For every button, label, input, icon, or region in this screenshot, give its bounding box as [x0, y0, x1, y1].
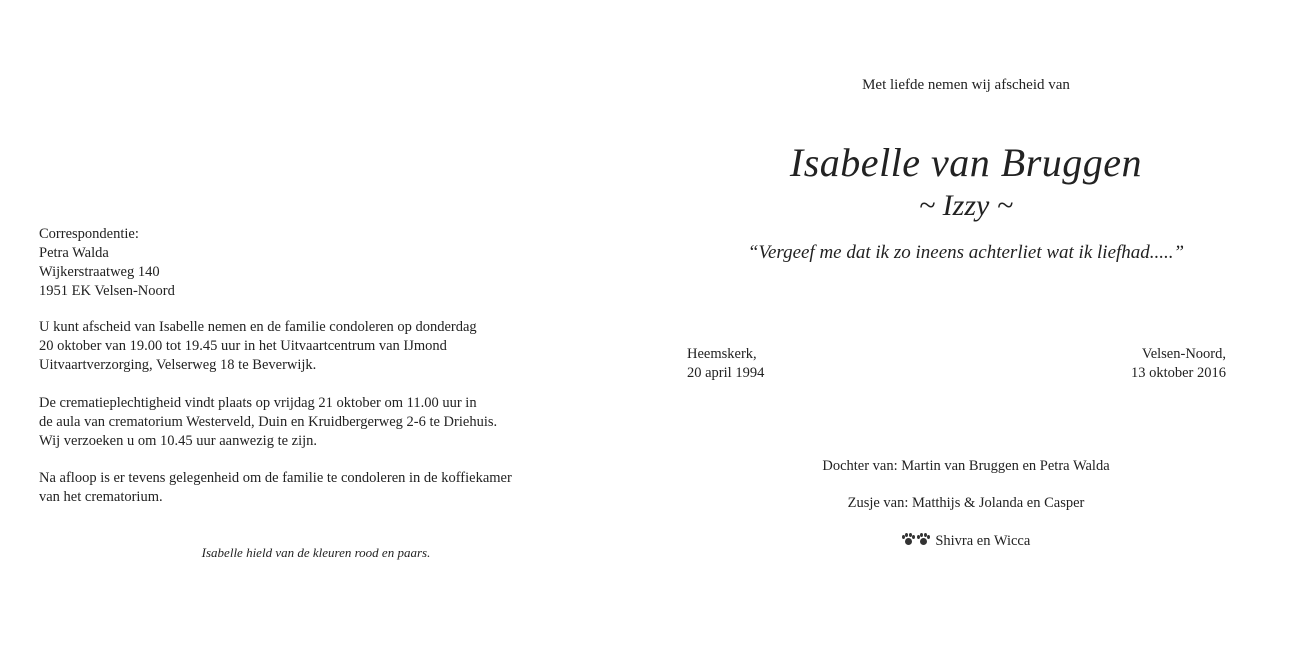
death-date: 13 oktober 2016 — [1130, 365, 1226, 381]
pets-names: Shivra en Wicca — [935, 533, 1031, 549]
birth-date: 20 april 1994 — [687, 365, 765, 381]
condolence-paragraph — [39, 318, 477, 375]
condolence-line: Uitvaartverzorging, Velserweg 18 te Beverwijk. — [39, 357, 317, 373]
death-place: Velsen-Noord, — [1141, 346, 1226, 362]
afterwards-paragraph — [39, 469, 512, 507]
sister-of-text: Zusje van: Matthijs & Jolanda en Casper — [847, 495, 1085, 511]
condolence-line: U kunt afscheid van Isabelle nemen en de familie condoleren op donderdag — [39, 319, 477, 335]
afterwards-line: van het crematorium. — [39, 489, 163, 505]
cremation-paragraph — [39, 394, 497, 451]
paw-print-icon — [902, 533, 915, 546]
paw-print-icon — [917, 533, 930, 546]
correspondence-heading: Correspondentie: — [39, 226, 139, 242]
correspondence-street: Wijkerstraatweg 140 — [39, 264, 160, 280]
condolence-line: 20 oktober van 19.00 tot 19.45 uur in het Uitvaartcentrum van IJmond — [39, 338, 447, 354]
deceased-name: Isabelle van Bruggen — [789, 140, 1143, 185]
nickname: ~ Izzy ~ — [918, 189, 1014, 222]
cremation-line: Wij verzoeken u om 10.45 uur aanwezig te zijn. — [39, 433, 318, 449]
birth-block — [687, 345, 764, 383]
afterwards-line: Na afloop is er tevens gelegenheid om de familie te condoleren in de koffiekamer — [39, 470, 512, 486]
death-block — [1131, 345, 1226, 383]
correspondence-name: Petra Walda — [39, 245, 109, 261]
intro-text: Met liefde nemen wij afscheid van — [862, 77, 1070, 93]
correspondence-city: 1951 EK Velsen-Noord — [39, 283, 175, 299]
cremation-line: de aula van crematorium Westerveld, Duin en Kruidbergerweg 2-6 te Driehuis. — [39, 414, 498, 430]
quote-text: “Vergeef me dat ik zo ineens achterliet wat ik liefhad.....” — [747, 242, 1185, 263]
daughter-of-text: Dochter van: Martin van Bruggen en Petra Walda — [822, 458, 1110, 474]
right-page — [646, 0, 1292, 646]
correspondence-block — [39, 225, 175, 301]
birth-place: Heemskerk, — [687, 346, 757, 362]
pets-line — [646, 533, 1286, 550]
cremation-line: De crematieplechtigheid vindt plaats op vrijdag 21 oktober om 11.00 uur in — [39, 395, 477, 411]
colors-footnote: Isabelle hield van de kleuren rood en paars. — [201, 545, 431, 560]
